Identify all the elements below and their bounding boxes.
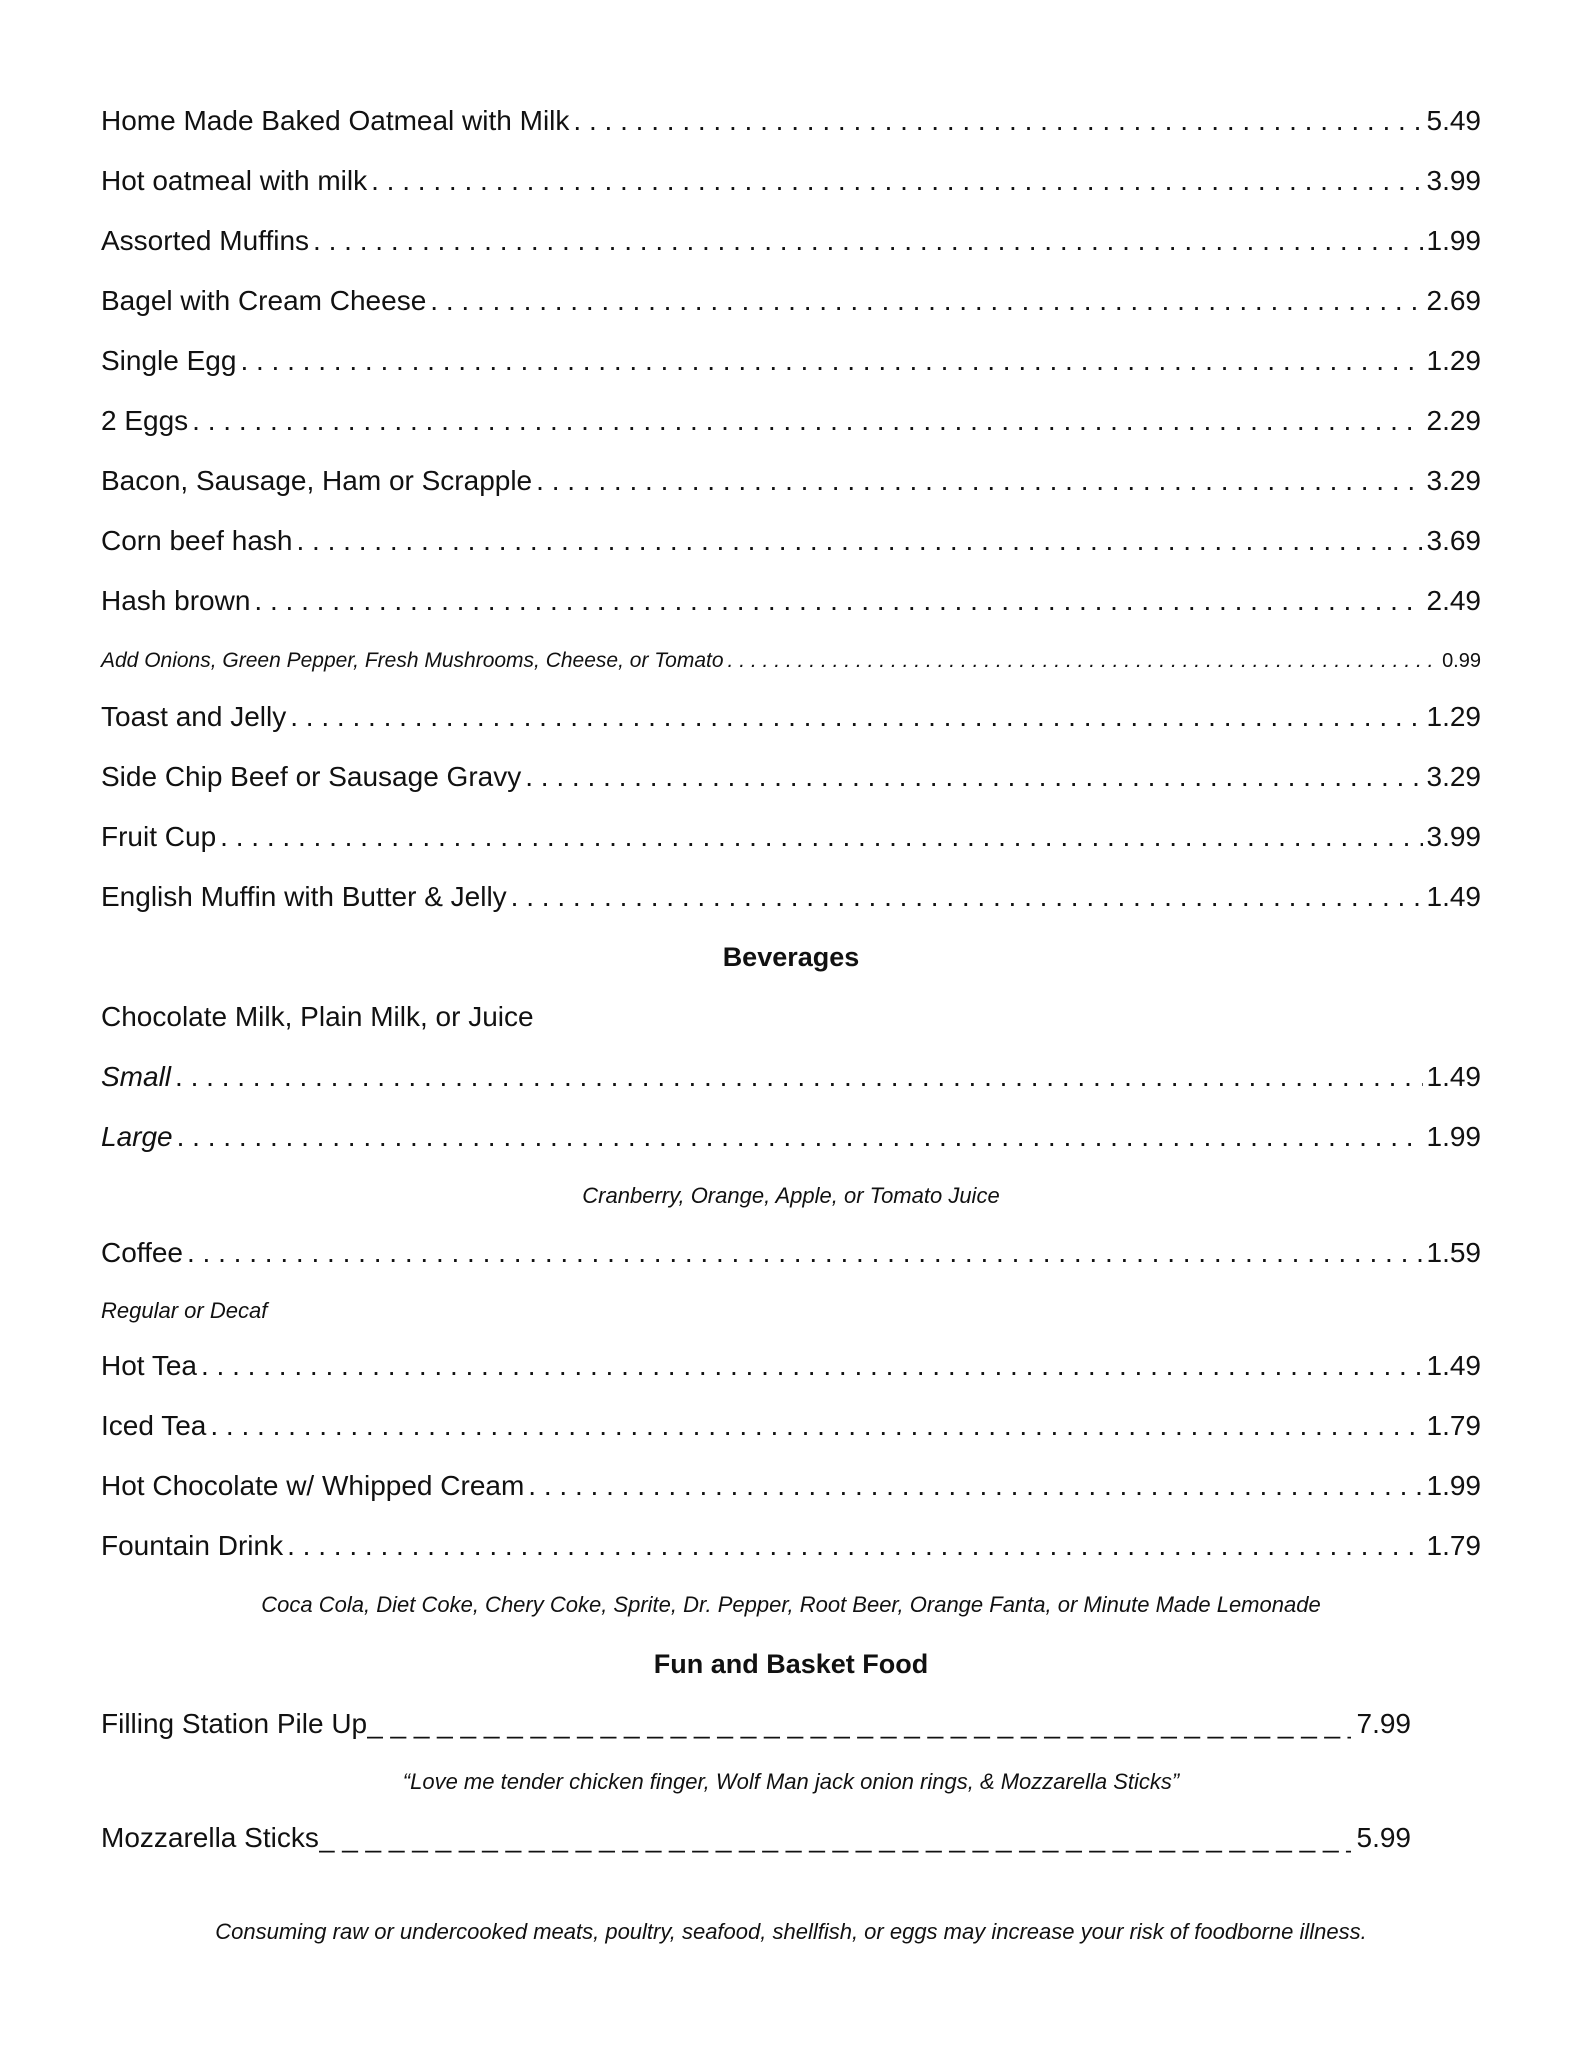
dot-leader (187, 1233, 1423, 1273)
dot-leader (220, 817, 1422, 857)
menu-item (101, 461, 1481, 501)
dash-leader (319, 1818, 1351, 1858)
item-price: 5.99 (1356, 1822, 1411, 1853)
item-name: Coffee (101, 1237, 183, 1268)
dot-leader (175, 1057, 1422, 1097)
menu-item (101, 1818, 1411, 1858)
coffee-note: Regular or Decaf (101, 1298, 268, 1323)
menu-item-addon (101, 641, 1481, 681)
item-name: Home Made Baked Oatmeal with Milk (101, 105, 570, 136)
menu-item (101, 1233, 1481, 1273)
item-name: Corn beef hash (101, 525, 293, 556)
dot-leader (525, 757, 1422, 797)
section-heading-beverages: Beverages (722, 942, 860, 972)
item-price: 3.29 (1426, 465, 1481, 496)
menu-item (101, 581, 1481, 621)
item-price: 1.49 (1426, 1061, 1481, 1092)
menu-item (101, 1346, 1481, 1386)
item-name: Small (101, 1061, 172, 1092)
food-safety-disclaimer: Consuming raw or undercooked meats, poultry, seafood, shellfish, or eggs may increase your risk of foodborne illness. (215, 1919, 1367, 1944)
item-price: 2.69 (1426, 285, 1481, 316)
menu-item (101, 521, 1481, 561)
item-name: Assorted Muffins (101, 225, 310, 256)
dot-leader (313, 221, 1422, 261)
item-price: 1.49 (1426, 1350, 1481, 1381)
dot-leader (210, 1406, 1422, 1446)
milk-juice-label: Chocolate Milk, Plain Milk, or Juice (101, 1001, 534, 1032)
menu-item (101, 1406, 1481, 1446)
juice-note: Cranberry, Orange, Apple, or Tomato Juice (582, 1183, 1000, 1208)
dot-leader (240, 341, 1422, 381)
item-name: Toast and Jelly (101, 701, 287, 732)
menu-item (101, 401, 1481, 441)
item-name: Fruit Cup (101, 821, 217, 852)
item-price: 1.99 (1426, 1121, 1481, 1152)
dot-leader (177, 1117, 1423, 1157)
item-name: Fountain Drink (101, 1530, 284, 1561)
dot-leader (192, 401, 1422, 441)
item-price: 3.29 (1426, 761, 1481, 792)
dot-leader (536, 461, 1422, 501)
dot-leader (290, 697, 1422, 737)
item-name: English Muffin with Butter & Jelly (101, 881, 507, 912)
dot-leader (511, 877, 1423, 917)
item-name: Hot Tea (101, 1350, 197, 1381)
item-price: 1.49 (1426, 881, 1481, 912)
menu-item (101, 221, 1481, 261)
menu-item (101, 1057, 1481, 1097)
menu-item (101, 101, 1481, 141)
item-price: 2.29 (1426, 405, 1481, 436)
item-price: 7.99 (1356, 1708, 1411, 1739)
item-price: 1.99 (1426, 225, 1481, 256)
dot-leader (371, 161, 1422, 201)
pile-up-note: “Love me tender chicken finger, Wolf Man jack onion rings, & Mozzarella Sticks” (402, 1769, 1180, 1794)
item-name: Add Onions, Green Pepper, Fresh Mushrooms, Cheese, or Tomato (101, 649, 724, 672)
item-price: 1.79 (1426, 1410, 1481, 1441)
dot-leader (296, 521, 1422, 561)
dash-leader (367, 1704, 1350, 1744)
item-name: Large (101, 1121, 173, 1152)
item-price: 2.49 (1426, 585, 1481, 616)
menu-item (101, 1526, 1481, 1566)
menu-item (101, 1466, 1481, 1506)
menu-item (101, 161, 1481, 201)
dot-leader (287, 1526, 1422, 1566)
menu-item (101, 1117, 1481, 1157)
item-name: Hot Chocolate w/ Whipped Cream (101, 1470, 525, 1501)
dot-leader (430, 281, 1422, 321)
menu-item (101, 697, 1481, 737)
menu-item (101, 877, 1481, 917)
menu-item (101, 757, 1481, 797)
item-name: 2 Eggs (101, 405, 189, 436)
item-price: 3.69 (1426, 525, 1481, 556)
item-name: Filling Station Pile Up (101, 1708, 368, 1739)
item-price: 1.29 (1426, 345, 1481, 376)
item-price: 1.99 (1426, 1470, 1481, 1501)
menu-item (101, 341, 1481, 381)
item-price: 1.79 (1426, 1530, 1481, 1561)
item-price: 1.29 (1426, 701, 1481, 732)
item-name: Mozzarella Sticks (101, 1822, 319, 1853)
item-price: 3.99 (1426, 165, 1481, 196)
item-name: Single Egg (101, 345, 237, 376)
fountain-note: Coca Cola, Diet Coke, Chery Coke, Sprite, Dr. Pepper, Root Beer, Orange Fanta, or Minute Made Lemonade (261, 1592, 1321, 1617)
item-price: 3.99 (1426, 821, 1481, 852)
item-name: Iced Tea (101, 1410, 207, 1441)
menu-item (101, 1704, 1411, 1744)
item-name: Hot oatmeal with milk (101, 165, 368, 196)
dot-leader (573, 101, 1422, 141)
item-name: Bagel with Cream Cheese (101, 285, 427, 316)
item-price: 1.59 (1426, 1237, 1481, 1268)
dot-leader (201, 1346, 1423, 1386)
item-name: Hash brown (101, 585, 251, 616)
menu-item (101, 281, 1481, 321)
item-price: 0.99 (1442, 650, 1481, 672)
item-name: Bacon, Sausage, Ham or Scrapple (101, 465, 533, 496)
dot-leader (728, 641, 1439, 681)
dot-leader (254, 581, 1422, 621)
section-heading-fun-basket: Fun and Basket Food (653, 1649, 929, 1679)
item-name: Side Chip Beef or Sausage Gravy (101, 761, 522, 792)
dot-leader (528, 1466, 1422, 1506)
item-price: 5.49 (1426, 105, 1481, 136)
menu-item (101, 817, 1481, 857)
